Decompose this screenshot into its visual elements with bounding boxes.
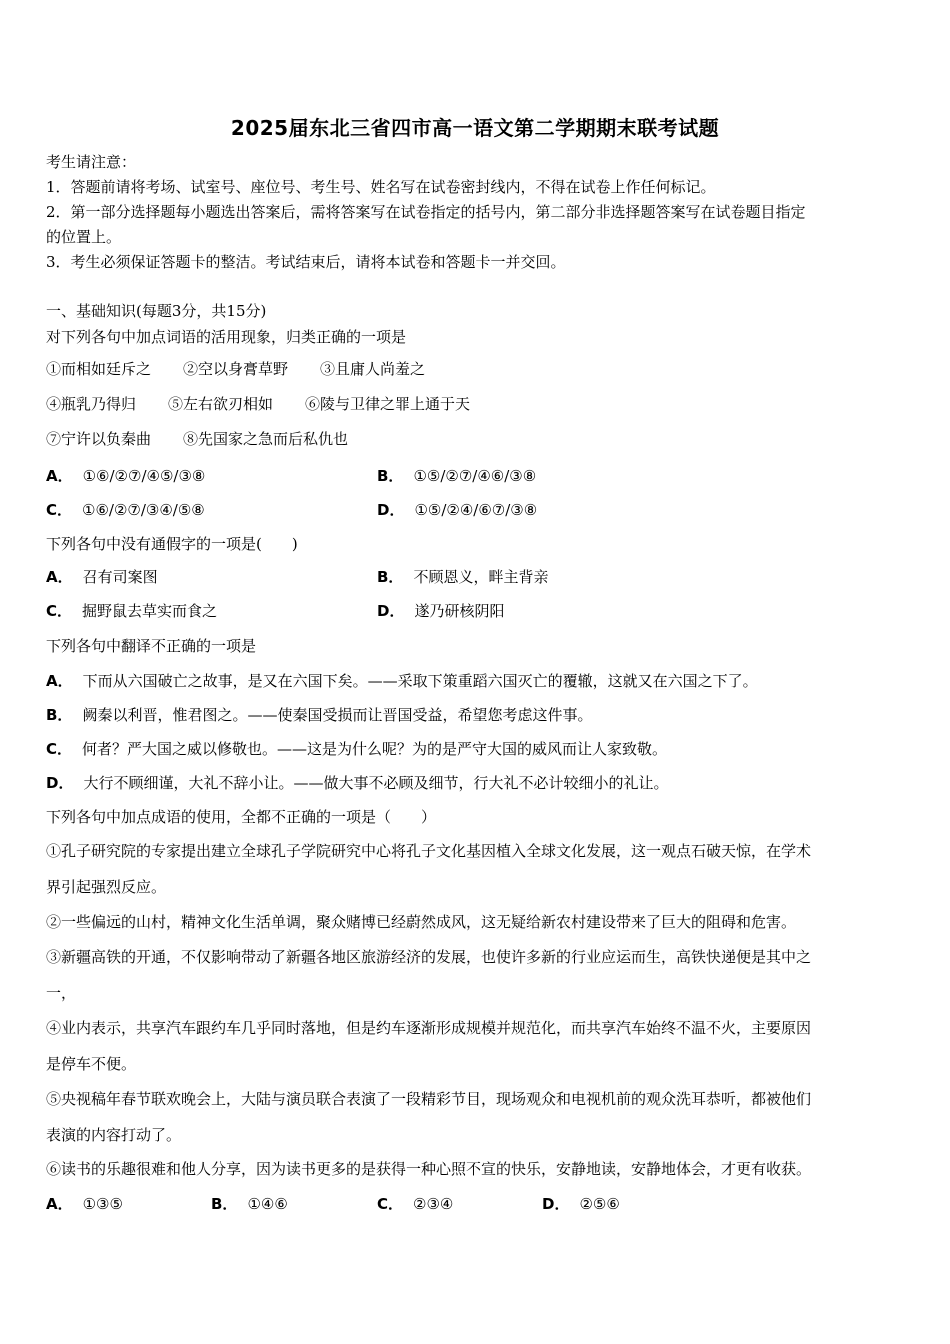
- sentence: ⑦宁许以负秦曲: [46, 430, 152, 448]
- sentence: ⑥陵与卫律之罪上通于天: [305, 395, 471, 413]
- option-d[interactable]: D． ②⑤⑥: [542, 1195, 620, 1213]
- sentence: ①而相如廷斥之: [46, 360, 152, 378]
- question-stem: 下列各句中没有通假字的一项是( ): [46, 535, 298, 553]
- sentence: 是停车不便。: [46, 1055, 137, 1073]
- sentence: ⑧先国家之急而后私仇也: [183, 430, 349, 448]
- option-c[interactable]: C． ②③④: [377, 1195, 454, 1213]
- option-d[interactable]: D． 遂乃研核阴阳: [377, 602, 505, 620]
- sentence-row: [46, 359, 425, 379]
- notice-item: 2．第一部分选择题每小题选出答案后，需将答案写在试卷指定的括号内，第二部分非选择题答案写在试卷题目指定: [46, 203, 806, 221]
- sentence: ②一些偏远的山村，精神文化生活单调，聚众赌博已经蔚然成风，这无疑给新农村建设带来了巨大的阻碍和危害。: [46, 913, 797, 931]
- question-stem: 下列各句中翻译不正确的一项是: [46, 637, 257, 655]
- option-c[interactable]: C． ①⑥/②⑦/③④/⑤⑧: [46, 501, 205, 519]
- option-d[interactable]: D． ①⑤/②④/⑥⑦/③⑧: [377, 501, 538, 519]
- sentence: ①孔子研究院的专家提出建立全球孔子学院研究中心将孔子文化基因植入全球文化发展，这一观点石破天惊，在学术: [46, 842, 812, 860]
- option-a[interactable]: A． ①⑥/②⑦/④⑤/③⑧: [46, 467, 206, 485]
- option-a[interactable]: A． ①③⑤: [46, 1195, 123, 1213]
- sentence: 界引起强烈反应。: [46, 878, 167, 896]
- question-stem: 对下列各句中加点词语的活用现象，归类正确的一项是: [46, 328, 407, 346]
- sentence: ③新疆高铁的开通，不仅影响带动了新疆各地区旅游经济的发展，也使许多新的行业应运而生，高铁快递便是其中之: [46, 948, 812, 966]
- page-title: 2025届东北三省四市高一语文第二学期期末联考试题: [230, 116, 720, 140]
- sentence: ④业内表示，共享汽车跟约车几乎同时落地，但是约车逐渐形成规模并规范化，而共享汽车始终不温不火，主要原因: [46, 1019, 812, 1037]
- sentence: 一，: [46, 984, 77, 1002]
- sentence: ④瓶乳乃得归: [46, 395, 137, 413]
- option-c[interactable]: C． 何者？严大国之威以修敬也。——这是为什么呢？为的是严守大国的威风而让人家致敬。: [46, 740, 668, 758]
- sentence: ②空以身膏草野: [183, 360, 289, 378]
- option-c[interactable]: C． 掘野鼠去草实而食之: [46, 602, 218, 620]
- question-stem: 下列各句中加点成语的使用，全都不正确的一项是（ ）: [46, 808, 437, 826]
- sentence: ⑤央视稿年春节联欢晚会上，大陆与演员联合表演了一段精彩节目，现场观众和电视机前的观众洗耳恭听，都被他们: [46, 1090, 812, 1108]
- option-d[interactable]: D． 大行不顾细谨，大礼不辞小让。——做大事不必顾及细节，行大礼不必计较细小的礼让。: [46, 774, 669, 792]
- option-b[interactable]: B． ①④⑥: [211, 1195, 288, 1213]
- notice-item: 3．考生必须保证答题卡的整洁。考试结束后，请将本试卷和答题卡一并交回。: [46, 253, 566, 271]
- sentence: ③且庸人尚羞之: [320, 360, 426, 378]
- section-heading: 一、基础知识(每题3分，共15分): [46, 302, 267, 320]
- option-b[interactable]: B． 阙秦以利晋，惟君图之。——使秦国受损而让晋国受益，希望您考虑这件事。: [46, 706, 593, 724]
- option-b[interactable]: B． ①⑤/②⑦/④⑥/③⑧: [377, 467, 537, 485]
- sentence: ⑥读书的乐趣很难和他人分享，因为读书更多的是获得一种心照不宣的快乐，安静地读，安静地体会，才更有收获。: [46, 1160, 812, 1178]
- sentence: 表演的内容打动了。: [46, 1126, 182, 1144]
- notice-item: 的位置上。: [46, 228, 122, 246]
- sentence: ⑤左右欲刃相如: [168, 395, 274, 413]
- option-b[interactable]: B． 不顾恩义，畔主背亲: [377, 568, 549, 586]
- sentence-row: [46, 429, 348, 449]
- option-a[interactable]: A． 下而从六国破亡之故事，是又在六国下矣。——采取下策重蹈六国灭亡的覆辙，这就又在六国之下了。: [46, 672, 758, 690]
- option-a[interactable]: A． 召有司案图: [46, 568, 158, 586]
- notice-heading: 考生请注意：: [46, 153, 137, 171]
- notice-item: 1．答题前请将考场、试室号、座位号、考生号、姓名写在试卷密封线内，不得在试卷上作任何标记。: [46, 178, 716, 196]
- sentence-row: [46, 394, 470, 414]
